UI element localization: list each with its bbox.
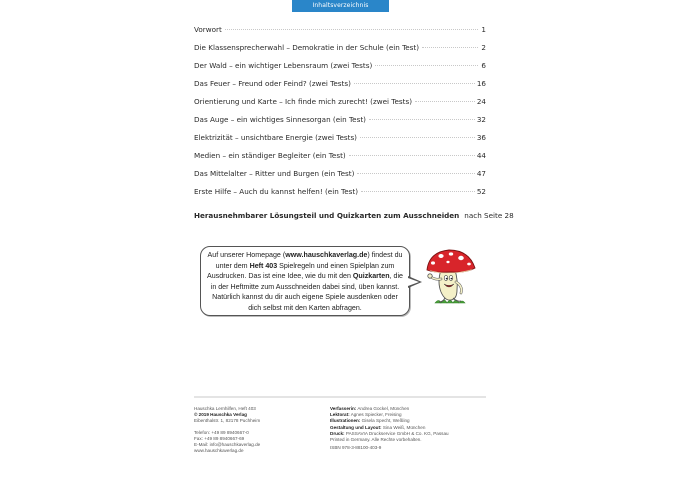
toc-entry-page: 32 [476,115,486,124]
publisher-phone: Telefon: +49 89 8940667-0 [194,429,249,435]
toc-entry[interactable] [194,168,486,180]
toc-entry-title: Erste Hilfe – Auch du kannst helfen! (ein Test) [194,187,359,196]
dot-leader [422,47,478,48]
dot-leader [225,29,478,30]
toc-entry-page: 6 [481,61,486,70]
toc-entry-title: Elektrizität – unsichtbare Energie (zwei Tests) [194,133,357,142]
credit-label: Gestaltung und Layout: [330,424,382,430]
toc-entry-title: Die Klassensprecherwahl – Demokratie in der Schule (ein Test) [194,43,420,52]
publisher-email[interactable]: E-Mail: info@hauschkaverlag.de [194,442,261,448]
toc-entry-page: nach Seite 28 [464,211,514,220]
heft-number: Heft 403 [249,261,278,270]
rights-notice: Printed in Germany. Alle Rechte vorbehalten. [330,437,422,443]
toc-entry-title: Das Mittelalter – Ritter und Burgen (ein Test) [194,169,355,178]
speech-bubble-tail-fill [408,278,419,286]
toc-entry[interactable] [194,42,486,54]
speech-text: ) findest du unter dem [215,251,403,270]
toc-entry-insert[interactable] [194,210,514,222]
imprint-credits [330,406,449,451]
toc-entry[interactable] [194,186,486,198]
quizkarten-term: Quizkarten [352,272,390,281]
toc-entry[interactable] [194,150,486,162]
toc-entry-page: 52 [476,187,486,196]
homepage-link[interactable]: www.hauschkaverlag.de [285,251,368,259]
credit-label: Druck: [330,430,345,436]
mushroom-mascot-icon [421,246,479,306]
toc-entry-title: Das Feuer – Freund oder Feind? (zwei Tests) [194,79,351,88]
toc-entry-page: 44 [476,151,486,160]
toc-entry-page: 24 [476,97,486,106]
toc-entry-page: 1 [481,25,486,34]
isbn: ISBN 978-3-88100-403-9 [330,445,382,451]
credit-value: Agnes Spiecker, Freising [350,412,402,418]
credit-value: Andrea Gockel, München [357,406,410,411]
toc-entry[interactable] [194,60,486,72]
toc-entry-title: Orientierung und Karte – Ich finde mich zurecht! (zwei Tests) [194,97,412,106]
speech-bubble [200,246,410,316]
dot-leader [369,119,475,120]
dot-leader [349,155,475,156]
credit-value: Gisela Specht, Weßling [361,418,410,424]
section-header-tab: Inhaltsverzeichnis [292,0,389,12]
publisher-website[interactable]: www.hauschkaverlag.de [194,448,244,454]
toc-entry[interactable] [194,24,486,36]
speech-text: Spielregeln und einen Spielplan zum Ausdrucken. Das ist eine Idee, wie du mit den [207,261,395,281]
dot-leader [375,65,478,66]
toc-entry-page: 36 [476,133,486,142]
dot-leader [360,137,475,138]
toc-entry-page: 2 [481,43,486,52]
copyright: © 2019 Hauschka Verlag [194,412,247,418]
speech-text: , die in der Heftmitte zum Ausschneiden dabei sind, üben kannst. Natürlich kannst du dir auch eigene Spiele ausdenken oder dich selbst mit den Karten abfragen. [210,272,403,312]
credit-value: Sina Weiß, München [382,424,426,430]
series-info: Hauschka Lernhilfen, Heft 403 [194,406,256,411]
toc-entry[interactable] [194,78,486,90]
toc-entry-title: Vorwort [194,25,222,34]
toc-entry-title: Herausnehmbarer Lösungsteil und Quizkarten zum Ausschneiden [194,211,460,220]
toc-entry[interactable] [194,132,486,144]
imprint-publisher [194,406,260,454]
dot-leader [361,191,475,192]
toc-entry-title: Das Auge – ein wichtiges Sinnesorgan (ein Test) [194,115,366,124]
credit-value: PASSAVIA Druckservice GmbH & Co. KG, Passau [345,430,449,436]
toc-entry[interactable] [194,114,486,126]
dot-leader [357,173,474,174]
toc-entry-title: Medien – ein ständiger Begleiter (ein Test) [194,151,346,160]
credit-label: Illustrationen: [330,418,361,424]
dot-leader [354,83,475,84]
toc-entry[interactable] [194,96,486,108]
speech-text: Auf unserer Homepage ( [207,251,286,259]
credit-label: Verfasserin: [330,406,357,411]
footer-divider [194,396,486,398]
toc-entry-page: 16 [476,79,486,88]
dot-leader [415,101,475,102]
toc-entry-title: Der Wald – ein wichtiger Lebensraum (zwei Tests) [194,61,373,70]
toc-entry-page: 47 [476,169,486,178]
publisher-address: Eibenthalstr. 1, 82178 Puchheim [194,418,261,424]
credit-label: Lektorat: [330,412,350,418]
publisher-fax: Fax: +49 89 8940667-69 [194,435,245,441]
